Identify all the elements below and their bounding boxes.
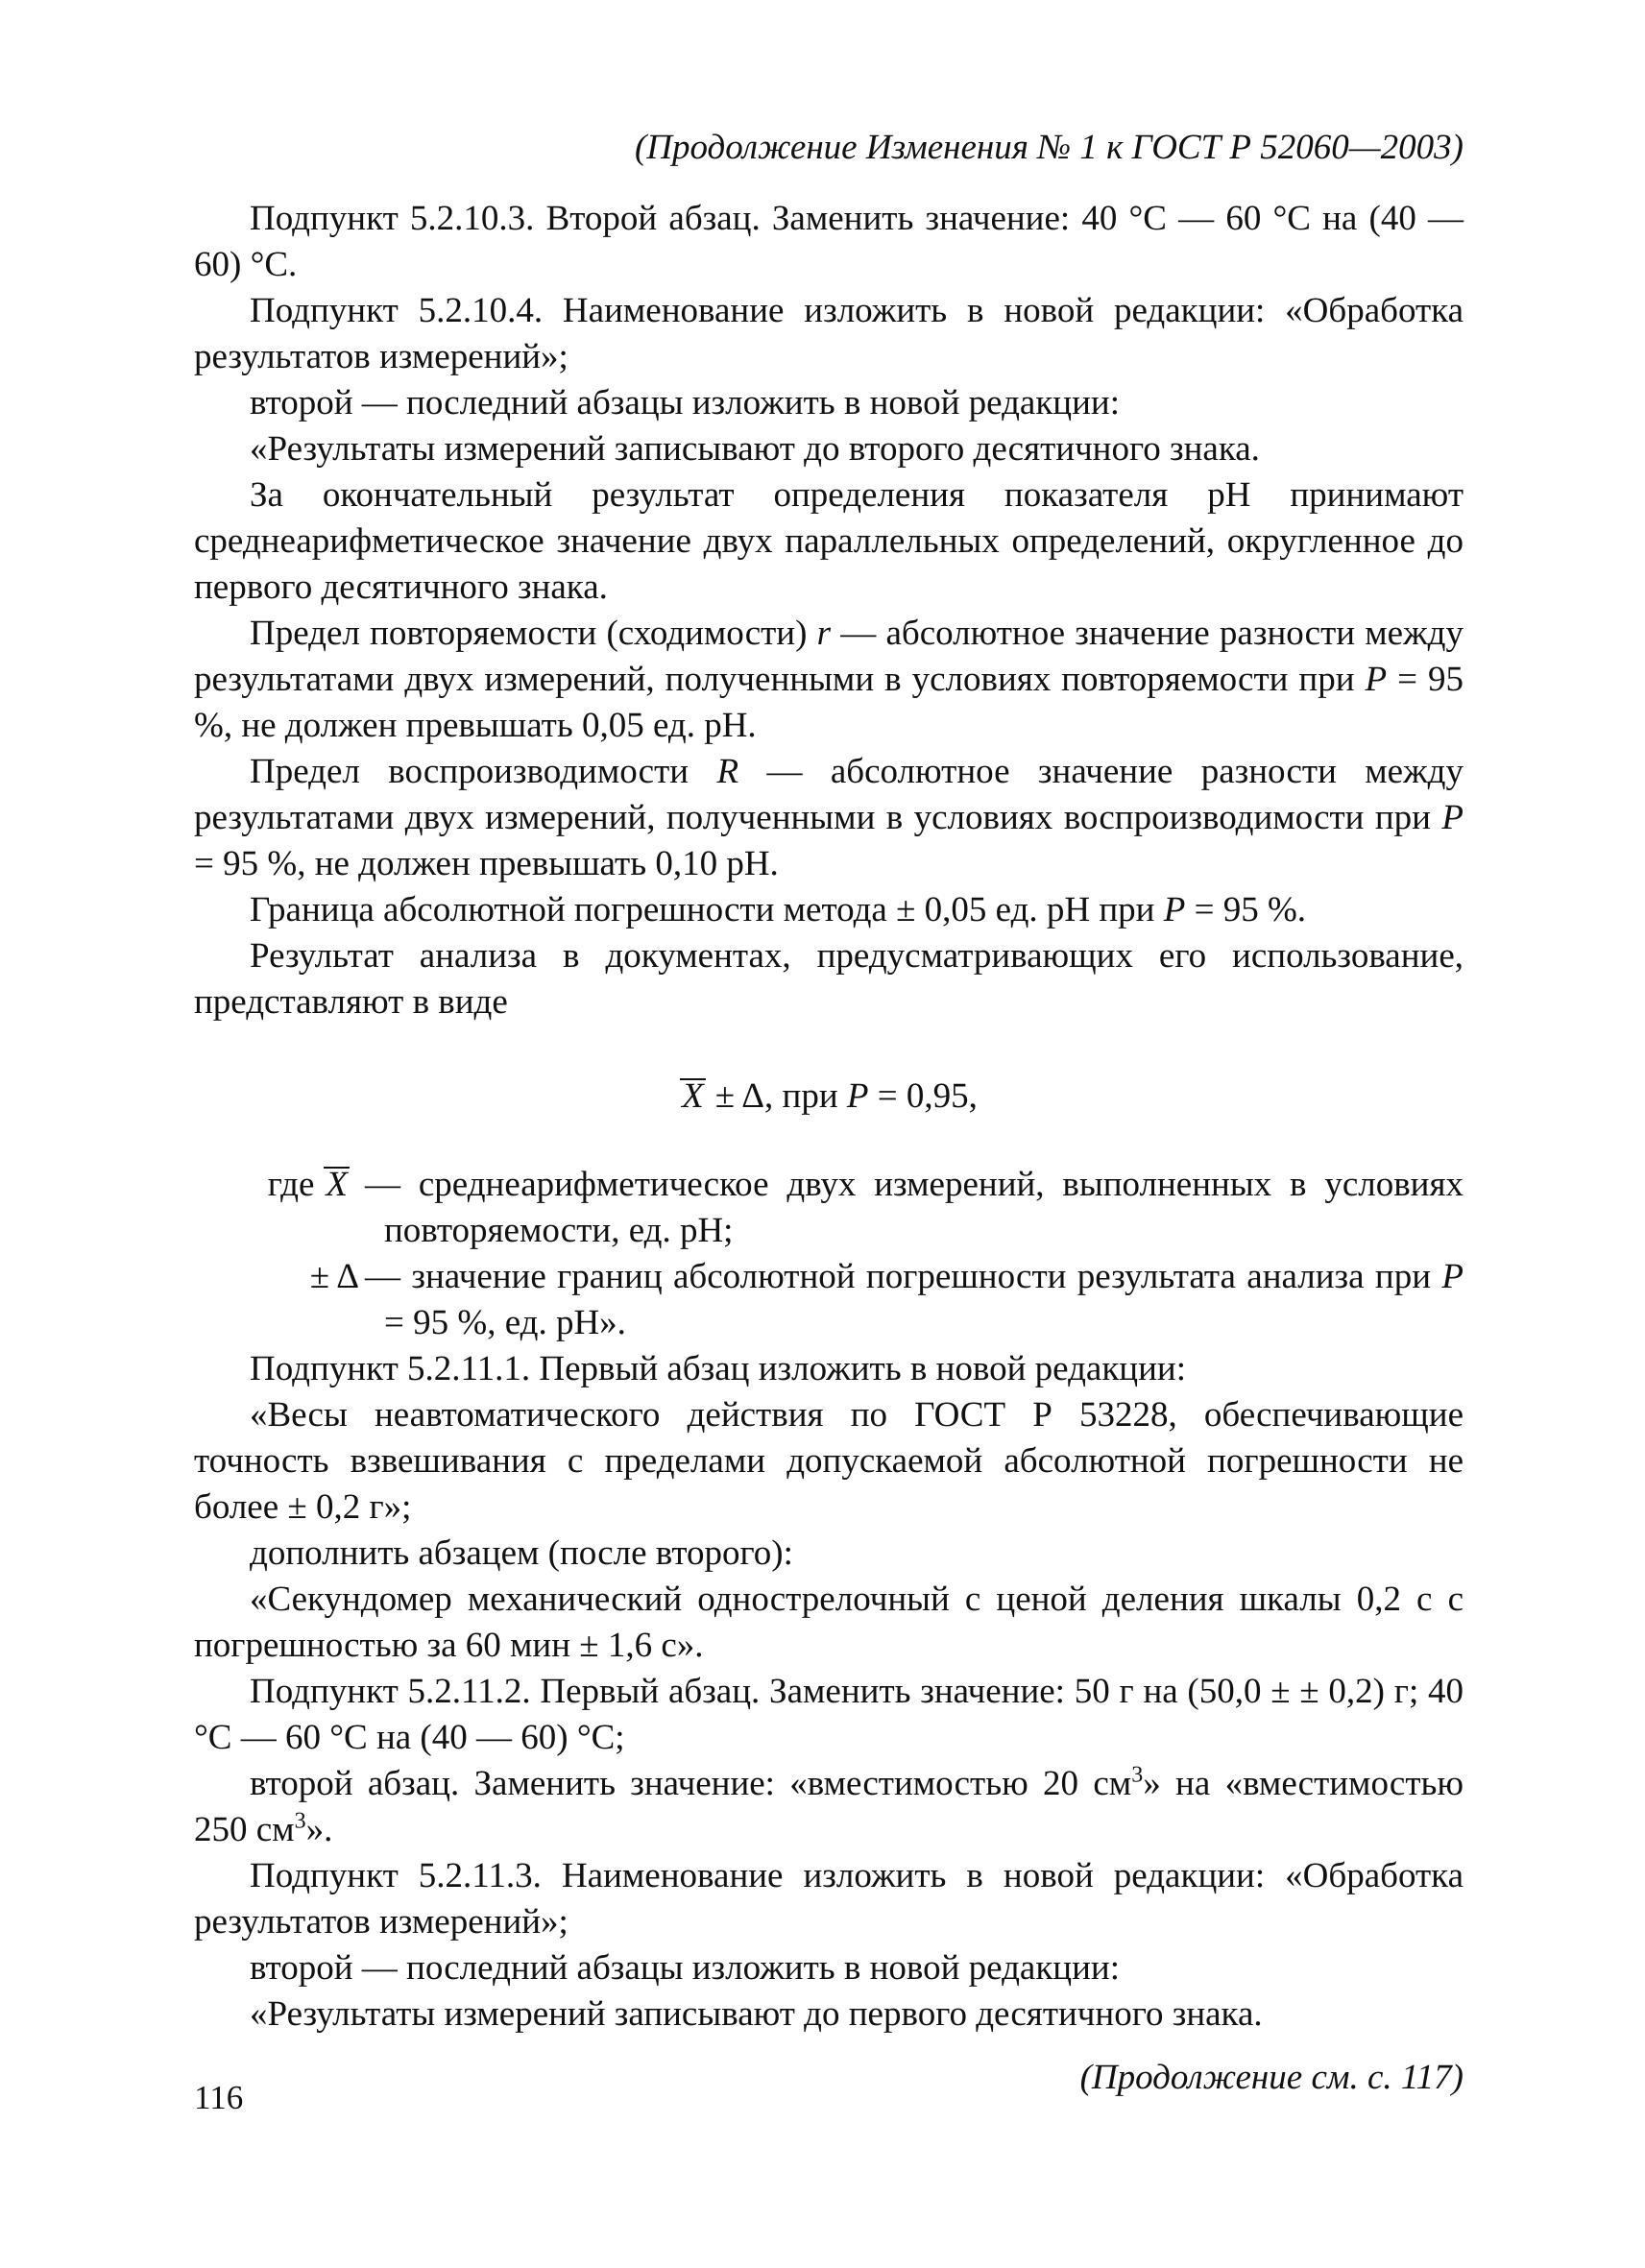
paragraph: «Результаты измерений записывают до первого десятичного знака. bbox=[250, 1994, 1263, 2034]
continuation-footer: (Продолжение см. с. 117) bbox=[1079, 2058, 1464, 2097]
legend-term: где X bbox=[267, 1165, 348, 1204]
symbol-p: P bbox=[1441, 798, 1464, 837]
paragraph: Подпункт 5.2.11.3. Наименование изложить в новой редакции: «Обработка результатов измерений»; bbox=[194, 1856, 1464, 1942]
symbol-p: P bbox=[1441, 1257, 1464, 1296]
x-bar-symbol: X bbox=[326, 1165, 348, 1204]
volume-paragraph: второй абзац. Заменить значение: «вместимостью 20 $см^3$» на «вместимостью 250 $см^3$». bbox=[194, 1762, 1464, 1849]
continuation-header: (Продолжение Изменения № 1 к ГОСТ Р 52060—2003) bbox=[634, 128, 1464, 167]
reproducibility-paragraph: Предел воспроизводимости R — абсолютное значение разности между результатами двух измерений, полученными в условиях воспроизводимости при P = 95 %, не должен превышать 0,10 pH. bbox=[194, 752, 1464, 883]
symbol-p: P bbox=[846, 1076, 869, 1116]
repeatability-paragraph: Предел повторяемости (сходимости) r — абсолютное значение разности между результатами двух измерений, полученными в условиях повторяемости при P = 95 %, не должен превышать 0,05 ед. pH. bbox=[194, 614, 1464, 745]
legend-definition: — значение границ абсолютной погрешности результата анализа при P = 95 %, ед. pH». bbox=[365, 1257, 1464, 1342]
paragraph: Подпункт 5.2.10.4. Наименование изложить в новой редакции: «Обработка результатов измерений»; bbox=[194, 291, 1464, 376]
paragraph: «Секундомер механический однострелочный с ценой деления шкалы 0,2 с с погрешностью за 60 мин ± 1,6 с». bbox=[194, 1580, 1464, 1665]
paragraph: второй — последний абзацы изложить в новой редакции: bbox=[250, 1948, 1120, 1988]
symbol-p: P bbox=[1163, 890, 1186, 929]
symbol-r-upper: R bbox=[716, 752, 739, 791]
symbol-p: P bbox=[1365, 660, 1388, 699]
legend-term: ± Δ bbox=[309, 1257, 359, 1296]
paragraph: Подпункт 5.2.11.1. Первый абзац изложить в новой редакции: bbox=[250, 1349, 1186, 1388]
error-bound-paragraph: Граница абсолютной погрешности метода ± 0,05 ед. pH при P = 95 %. bbox=[250, 890, 1307, 929]
x-bar-symbol: X bbox=[682, 1076, 704, 1116]
paragraph: Подпункт 5.2.10.3. Второй абзац. Заменить значение: 40 °С — 60 °С на (40 — 60) °С. bbox=[194, 199, 1464, 284]
paragraph: Результат анализа в документах, предусматривающих его использование, представляют в виде bbox=[194, 936, 1464, 1022]
legend-definition: — среднеарифметическое двух измерений, выполненных в условиях повторяемости, ед. pH; bbox=[365, 1165, 1464, 1250]
paragraph: «Весы неавтоматического действия по ГОСТ Р 53228, обеспечивающие точность взвешивания с пределами допускаемой абсолютной погрешности не более ± 0,2 г»; bbox=[194, 1395, 1464, 1527]
paragraph: За окончательный результат определения показателя pH принимают среднеарифметическое значение двух параллельных определений, округленное до первого десятичного знака. bbox=[194, 475, 1464, 607]
paragraph: дополнить абзацем (после второго): bbox=[250, 1533, 793, 1573]
symbol-r: r bbox=[816, 614, 832, 653]
document-page bbox=[194, 125, 1464, 2101]
result-formula: X ± Δ, при P = 0,95, bbox=[682, 1076, 978, 1116]
paragraph: Подпункт 5.2.11.2. Первый абзац. Заменить значение: 50 г на (50,0 ± ± 0,2) г; 40 °С — 60 °С на (40 — 60) °С; bbox=[194, 1672, 1464, 1757]
formula-legend bbox=[194, 1162, 1464, 1346]
paragraph: «Результаты измерений записывают до второго десятичного знака. bbox=[250, 429, 1260, 469]
paragraph: второй — последний абзацы изложить в новой редакции: bbox=[250, 383, 1120, 422]
page-number: 116 bbox=[194, 2079, 244, 2116]
